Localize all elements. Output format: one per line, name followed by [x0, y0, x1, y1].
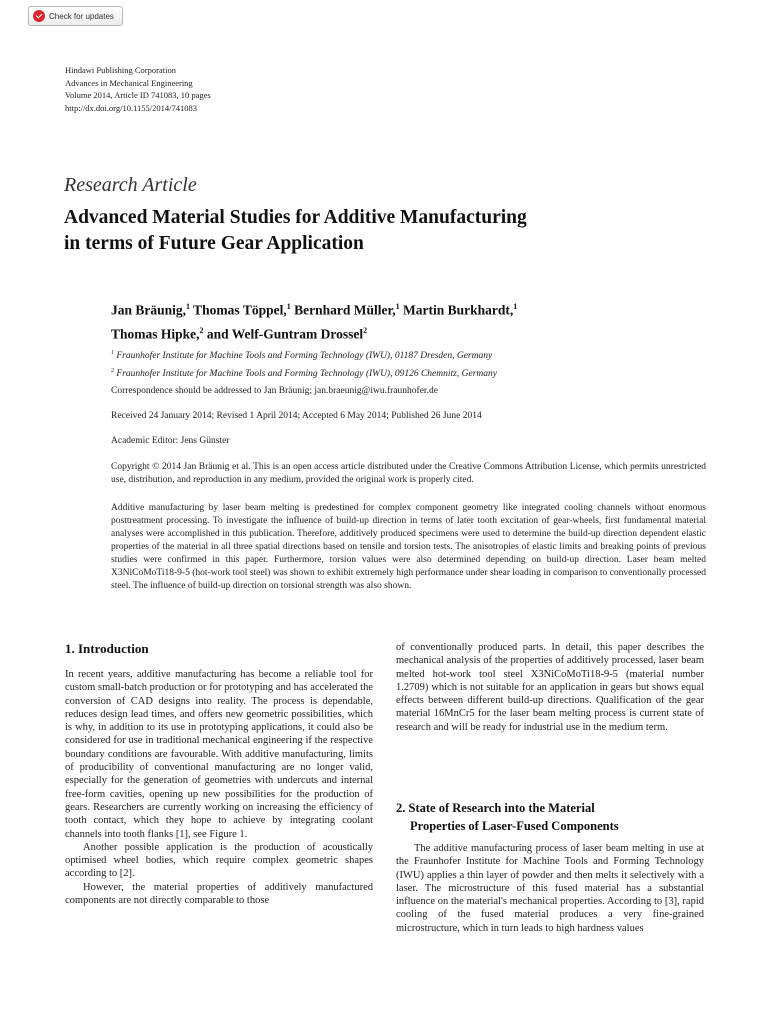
right-column-bottom — [396, 842, 704, 935]
affiliation-marker: 1 — [111, 350, 114, 356]
author-affil-marker: 2 — [199, 325, 204, 335]
right-column-top — [396, 641, 704, 734]
author-affil-marker: 1 — [286, 302, 291, 311]
author-name: Bernhard Müller, — [294, 302, 396, 318]
section-1-heading: 1. Introduction — [65, 641, 149, 656]
journal-name: Advances in Mechanical Engineering — [65, 77, 193, 88]
author-affil-marker: 1 — [186, 302, 191, 311]
article-title — [64, 205, 704, 257]
heading-line: Properties of Laser-Fused Components — [410, 819, 619, 833]
journal-info — [65, 64, 211, 114]
author-name: and Welf-Guntram Drossel — [206, 326, 364, 341]
doi-link[interactable]: http://dx.doi.org/10.1155/2014/741083 — [65, 102, 197, 113]
article-type: Research Article — [64, 174, 197, 196]
affiliation — [111, 364, 497, 382]
check-updates-icon — [33, 10, 45, 22]
body-paragraph: In recent years, additive manufacturing has become a reliable tool for custom small-batch production or for prototyping and has accelerated the conversion of CAD designs into reality. The process is dependable, reduces design lead times, and offers new geometric possibilities, which is why, in addition to its use in prototyping applications, it could also be considered for use in traditional mechanical engineering if the respective boundary conditions are favourable. With additive manufacturing, limits of producibility of conventional manufacturing are no longer valid, especially for the generation of geometries with undercuts and internal free-form cavities, opening up new possibilities for the production of gears. Researchers are currently working on increasing the efficiency of tooth contact, which they hope to achieve by integrating coolant channels into tooth flanks [1], see Figure 1. — [65, 669, 373, 840]
copyright-notice: Copyright © 2014 Jan Bräunig et al. This is an open access article distributed under the Creative Commons Attribution License, which permits unrestricted use, distribution, and reproduction in any medium, provided the original work is properly cited. — [111, 462, 706, 485]
affiliation-text: Fraunhofer Institute for Machine Tools and Forming Technology (IWU), 09126 Chemnitz, Germany — [116, 368, 497, 379]
publication-dates: Received 24 January 2014; Revised 1 April 2014; Accepted 6 May 2014; Published 26 June 2014 — [111, 411, 482, 421]
body-paragraph: of conventionally produced parts. In detail, this paper describes the mechanical analysis of the properties of additively processed, laser beam melted hot-work tool steel X3NiCoMoTi18-9-5 (material number 1.2709) which is not suitable for an application in gears but shows equal effects between different build-up directions. Qualification of the gear material 16MnCr5 for the laser beam melting process is current state of research and will be ready for industrial use in the medium term. — [396, 642, 704, 733]
author-line — [111, 321, 711, 345]
heading-line: 2. State of Research into the Material — [396, 801, 595, 815]
author-name: Thomas Hipke, — [111, 326, 200, 341]
check-for-updates-button[interactable] — [28, 6, 123, 26]
abstract: Additive manufacturing by laser beam melting is predestined for complex component geometry like integrated cooling channels without enormous posttreatment processing. To investigate the influence of build-up direction in terms of later tooth excitation of gear-wheels, first fundamental material analyses were accomplished in this publication. Therefore, additively produced specimens were used to determine the build-up direction dependent elastic properties of the material in all three spatial directions based on tensile and torsion tests. The anisotropies of elastic limits and breaking points of previous studies were confirmed in this paper. Furthermore, torsion values were also determined depending on build-up direction. Laser beam melted X3NiCoMoTi18-9-5 (hot-work tool steel) was shown to exhibit extremely high performance under shear loading in comparison to conventionally processed steel. The influence of build-up direction on torsional strength was also shown. — [111, 503, 706, 591]
check-for-updates-label: Check for updates — [49, 11, 114, 21]
author-name: Thomas Töppel, — [193, 302, 287, 318]
author-affil-marker: 1 — [513, 302, 518, 311]
academic-editor: Academic Editor: Jens Günster — [111, 436, 230, 446]
body-paragraph: However, the material properties of additively manufactured components are not directly comparable to those — [65, 881, 373, 907]
body-paragraph: The additive manufacturing process of laser beam melting in use at the Fraunhofer Institute for Machine Tools and Forming Technology (IWU) applies a thin layer of powder and then melts it selectively with a laser. The microstructure of this fused material has a substantial influence on the material's mechanical properties. According to [3], rapid cooling of the fused material produces a very fine-grained microstructure, which in turn leads to high hardness values — [396, 843, 704, 934]
correspondence: Correspondence should be addressed to Jan Bräunig; jan.braeunig@iwu.fraunhofer.de — [111, 386, 438, 396]
author-name: Martin Burkhardt, — [402, 302, 514, 318]
publisher: Hindawi Publishing Corporation — [65, 65, 176, 75]
left-column — [65, 668, 373, 907]
affiliation-marker: 2 — [111, 367, 114, 374]
author-list — [111, 297, 711, 344]
body-paragraph: Another possible application is the production of acoustically optimised wheel bodies, which require complex geometric shapes according to [2]. — [65, 841, 373, 880]
author-affil-marker: 1 — [395, 302, 400, 311]
author-name: Jan Bräunig, — [111, 302, 187, 318]
volume-info: Volume 2014, Article ID 741083, 10 pages — [65, 90, 211, 100]
affiliation — [111, 346, 497, 364]
affiliations — [111, 346, 497, 381]
author-line — [111, 297, 711, 321]
title-line: in terms of Future Gear Application — [64, 233, 364, 254]
affiliation-text: Fraunhofer Institute for Machine Tools and Forming Technology (IWU), 01187 Dresden, Germany — [116, 351, 493, 362]
section-2-heading — [396, 799, 716, 835]
author-affil-marker: 2 — [363, 325, 368, 335]
title-line: Advanced Material Studies for Additive Manufacturing — [64, 207, 527, 228]
